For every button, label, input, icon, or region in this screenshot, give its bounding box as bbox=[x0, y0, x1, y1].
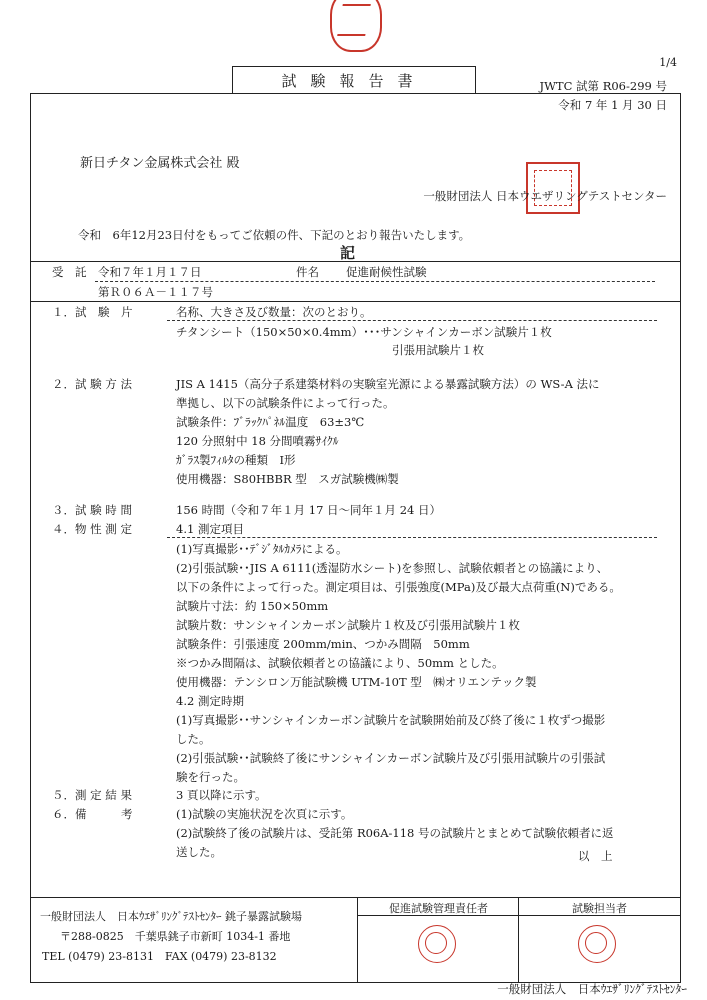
section-2-line-5: ｶﾞﾗｽ製ﾌｨﾙﾀの種類 Ⅰ形 bbox=[176, 453, 296, 467]
section-4-line-3: (2)引張試験･･JIS A 6111(透湿防水シート)を参照し、試験依頼者との協議により、 bbox=[176, 561, 609, 575]
section-2-label: ２．試 験 方 法 bbox=[52, 377, 132, 391]
ijo-closing: 以 上 bbox=[578, 849, 613, 863]
section-4-line-4: 以下の条件によって行った。測定項目は、引張強度(MPa)及び最大点荷重(N)である。 bbox=[176, 580, 621, 594]
section-6-line-3: 送した。 bbox=[176, 845, 222, 859]
section-6-line-2: (2)試験終了後の試験片は、受託第 R06A-118 号の試験片とまとめて試験依頼者に返 bbox=[176, 826, 614, 840]
bottom-issuer: 一般財団法人 日本ｳｴｻﾞﾘﾝｸﾞﾃｽﾄｾﾝﾀｰ bbox=[497, 982, 687, 996]
section-2-line-2: 準拠し、以下の試験条件によって行った。 bbox=[176, 396, 395, 410]
manager-label: 促進試験管理責任者 bbox=[389, 902, 488, 915]
footer-phone: TEL (0479) 23-8131 FAX (0479) 23-8132 bbox=[42, 950, 277, 963]
section-2-line-3: 試験条件：ﾌﾞﾗｯｸﾊﾟﾈﾙ温度 63±3℃ bbox=[176, 415, 365, 429]
section-1-label: １．試 験 片 bbox=[52, 305, 133, 319]
section-4-line-2: (1)写真撮影･･ﾃﾞｼﾞﾀﾙｶﾒﾗによる。 bbox=[176, 542, 348, 556]
recipient: 新日チタン金属株式会社 殿 bbox=[80, 156, 240, 171]
juitaku-date: 令和７年１月１７日 bbox=[98, 265, 202, 279]
receipt-number: 第Ｒ０６Ａ－１１７号 bbox=[98, 285, 213, 299]
issuer-name: 一般財団法人 日本ウエザリングテストセンター bbox=[423, 189, 667, 203]
footer-org: 一般財団法人 日本ｳｴｻﾞﾘﾝｸﾞﾃｽﾄｾﾝﾀｰ 銚子暴露試験場 bbox=[40, 910, 302, 923]
section-4-line-5: 試験片寸法：約 150×50mm bbox=[176, 599, 329, 613]
top-seal-stamp bbox=[330, 0, 382, 52]
section-4-line-10: 4.2 測定時期 bbox=[176, 694, 244, 708]
section-4-dash bbox=[167, 537, 657, 538]
footer-address: 〒288-0825 千葉県銚子市新町 1034-1 番地 bbox=[60, 930, 291, 943]
section-3-label: ３．試 験 時 間 bbox=[52, 503, 132, 517]
report-title: 試験報告書 bbox=[232, 66, 476, 94]
section-5-label: ５．測 定 結 果 bbox=[52, 788, 132, 802]
footer-divider-1 bbox=[357, 897, 358, 982]
ken-label: 件名 bbox=[296, 265, 319, 279]
section-2-line-1: JIS A 1415（高分子系建築材料の実験室光源による暴露試験方法）の WS-A 法に bbox=[176, 377, 600, 391]
page-number: 1/4 bbox=[659, 56, 677, 69]
section-4-line-12: した。 bbox=[176, 732, 211, 746]
section-4-label: ４．物 性 測 定 bbox=[52, 522, 132, 536]
ki-heading: 記 bbox=[340, 244, 356, 262]
section-3-value: 156 時間（令和７年１月 17 日～同年１月 24 日） bbox=[176, 503, 441, 517]
section-1-line-1: 名称、大きさ及び数量：次のとおり。 bbox=[176, 305, 372, 319]
intro-text: 令和 6年12月23日付をもってご依頼の件、下記のとおり報告いたします。 bbox=[78, 228, 471, 242]
ken-value: 促進耐候性試験 bbox=[346, 265, 427, 279]
section-5-value: 3 頁以降に示す。 bbox=[176, 788, 267, 802]
section-6-line-1: (1)試験の実施状況を次頁に示す。 bbox=[176, 807, 353, 821]
section-4-line-7: 試験条件：引張速度 200mm/min、つかみ間隔 50mm bbox=[176, 637, 470, 651]
footer-top-rule bbox=[31, 897, 680, 898]
report-number: JWTC 試第 R06-299 号 bbox=[539, 79, 667, 93]
section-4-line-13: (2)引張試験･･試験終了後にサンシャインカーボン試験片及び引張用試験片の引張試 bbox=[176, 751, 606, 765]
staff-seal-stamp bbox=[578, 925, 616, 963]
header-bottom-rule bbox=[31, 301, 680, 302]
footer-divider-2 bbox=[518, 897, 519, 982]
section-2-line-6: 使用機器：S80HBBR 型 スガ試験機㈱製 bbox=[176, 472, 399, 486]
section-4-line-6: 試験片数：サンシャインカーボン試験片１枚及び引張用試験片１枚 bbox=[176, 618, 520, 632]
juitaku-label: 受 託 bbox=[52, 265, 87, 279]
section-4-line-1: 4.1 測定項目 bbox=[176, 522, 244, 536]
header-top-rule bbox=[31, 261, 680, 262]
section-4-line-11: (1)写真撮影･･サンシャインカーボン試験片を試験開始前及び終了後に１枚ずつ撮影 bbox=[176, 713, 606, 727]
staff-label: 試験担当者 bbox=[572, 902, 627, 915]
section-6-label: ６．備 考 bbox=[52, 807, 133, 821]
section-4-line-14: 験を行った。 bbox=[176, 770, 245, 784]
manager-seal-stamp bbox=[418, 925, 456, 963]
section-4-line-9: 使用機器：テンシロン万能試験機 UTM-10T 型 ㈱オリエンテック製 bbox=[176, 675, 537, 689]
report-date: 令和 7 年 1 月 30 日 bbox=[558, 98, 667, 112]
section-2-line-4: 120 分照射中 18 分間噴霧ｻｲｸﾙ bbox=[176, 434, 339, 448]
section-1-line-2: チタンシート（150×50×0.4mm）･･･サンシャインカーボン試験片１枚 bbox=[176, 325, 552, 339]
section-4-line-8: ※つかみ間隔は、試験依頼者との協議により、50mm とした。 bbox=[176, 656, 504, 670]
header-dash-rule bbox=[95, 281, 655, 282]
section-1-dash bbox=[167, 320, 657, 321]
section-1-line-3: 引張用試験片１枚 bbox=[392, 343, 484, 357]
